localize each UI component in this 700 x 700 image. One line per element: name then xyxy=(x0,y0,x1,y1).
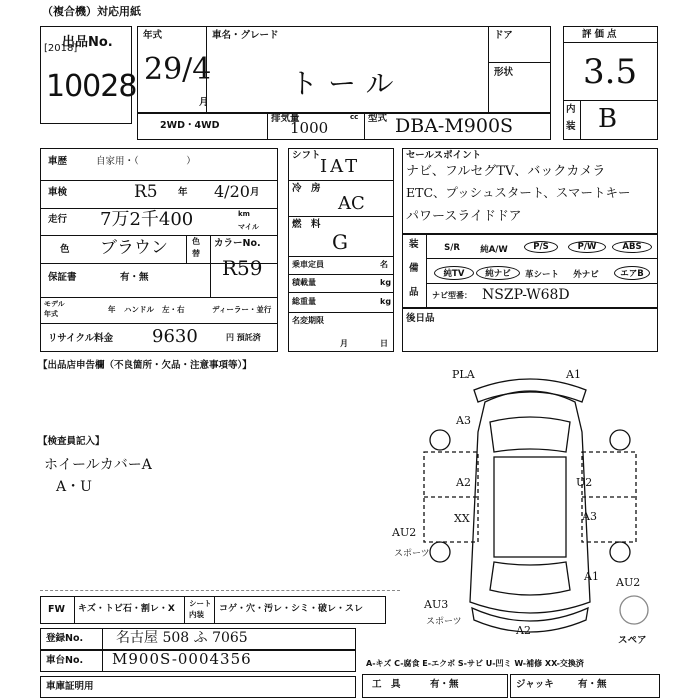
color-change-label-2: 替 xyxy=(192,249,200,258)
equip-leather-seat: 革シート xyxy=(524,270,559,280)
equip-aftermarket-navi: 外ナビ xyxy=(573,270,599,280)
sales-point-line-3: パワースライドドア xyxy=(406,209,522,224)
later-items-box xyxy=(402,308,658,352)
mark-au2-left: AU2 xyxy=(392,526,417,539)
ac-value: AC xyxy=(338,193,365,214)
wheel-rear-right xyxy=(610,542,630,562)
handle-label: ハンドル xyxy=(124,305,154,314)
color-no-label: カラーNo. xyxy=(214,238,261,249)
inspector-note-line-1: ホイールカバーA xyxy=(44,457,152,473)
exhibitor-notes-label: 【出品店申告欄（不良箇所・欠品・注意事項等）】 xyxy=(38,360,252,371)
name-grade-label: 車名・グレード xyxy=(212,30,279,41)
registration-label: 登録No. xyxy=(46,633,84,644)
chassis-label: 車台No. xyxy=(46,655,84,666)
displacement-unit: cc xyxy=(350,113,359,121)
notes-rule xyxy=(40,590,400,591)
color-label: 色 xyxy=(60,244,70,255)
equipment-label-2: 備 xyxy=(409,263,419,274)
mark-a1-front: A1 xyxy=(566,368,581,381)
interior-label-1: 内 xyxy=(566,104,576,115)
seat-options: コゲ・穴・汚レ・シミ・破レ・スレ xyxy=(219,604,364,614)
equip-power-steering: P/S xyxy=(524,241,558,253)
roof xyxy=(494,457,566,557)
capacity-label: 乗車定員 xyxy=(292,260,324,269)
deadline-month: 月 xyxy=(340,339,348,348)
grade-label: 評価点 xyxy=(582,29,620,40)
lot-label: 出品No. xyxy=(62,35,113,50)
car-damage-diagram xyxy=(390,362,670,652)
door-label: ドア xyxy=(494,30,513,41)
seat-label-1: シート xyxy=(189,599,212,608)
mark-u2-right: U2 xyxy=(576,476,593,489)
equipment-label-3: 品 xyxy=(409,287,419,298)
navi-model-label: ナビ型番： xyxy=(432,291,472,300)
equip-airbag: エアB xyxy=(614,266,650,280)
recycle-value: 9630 xyxy=(152,326,198,347)
equip-abs: ABS xyxy=(612,241,652,253)
mileage-unit-mile: マイル xyxy=(238,223,259,231)
mark-a2-rear: A2 xyxy=(516,624,531,637)
year-value: 29/4 xyxy=(144,52,212,87)
weight-label: 総重量 xyxy=(292,297,316,306)
year-label: 年式 xyxy=(143,30,163,41)
wheel-front-left xyxy=(430,430,450,450)
dealer-label: ディーラー・並行 xyxy=(212,305,272,314)
spare-wheel-icon xyxy=(620,596,648,624)
form-header-fragment: （複合機）対応用紙 xyxy=(42,5,141,18)
inspection-value: R5 xyxy=(134,182,158,202)
equip-genuine-aw: 純A/W xyxy=(480,245,508,255)
inspector-note-line-2: A・U xyxy=(56,479,92,495)
equip-sunroof: S/R xyxy=(444,243,460,253)
capacity-unit: 名 xyxy=(380,260,388,269)
displacement-label: 排気量 xyxy=(271,113,300,124)
seat-label-2: 内装 xyxy=(189,610,204,619)
jack-value: 有・無 xyxy=(578,679,607,690)
lot-number: 10028 xyxy=(46,69,137,104)
inspection-year-unit: 年 xyxy=(178,187,188,198)
sales-point-line-1: ナビ、フルセグTV、バックカメラ xyxy=(406,164,606,179)
fuel-value: G xyxy=(332,230,348,254)
tools-label: 工 具 xyxy=(372,679,401,690)
displacement-value: 1000 xyxy=(290,119,329,137)
tools-value: 有・無 xyxy=(430,679,459,690)
color-value: ブラウン xyxy=(100,238,168,258)
damage-legend: A-キズ C-腐食 E-エクボ S-サビ U-凹ミ W-補修 XX-交換済 xyxy=(366,659,584,668)
inspection-label: 車検 xyxy=(48,187,68,198)
registration-value: 名古屋 508 ふ 7065 xyxy=(116,630,248,646)
model-year-label-1: モデル xyxy=(44,300,65,308)
weight-unit: kg xyxy=(380,297,392,306)
model-year-unit: 年 xyxy=(108,305,116,314)
equip-power-window: P/W xyxy=(568,241,606,253)
wheel-front-right xyxy=(610,430,630,450)
mark-a2-left: A2 xyxy=(456,476,471,489)
mark-xx: XX xyxy=(454,512,470,525)
navi-model-value: NSZP-W68D xyxy=(482,287,570,303)
shift-value: IAT xyxy=(320,156,361,177)
type-value: DBA-M900S xyxy=(395,115,514,137)
rear-window xyxy=(490,562,570,595)
wheel-rear-left xyxy=(430,542,450,562)
warranty-label: 保証書 xyxy=(48,272,77,283)
sales-point-line-2: ETC、プッシュスタート、スマートキー xyxy=(406,185,631,200)
recycle-unit: 円 預託済 xyxy=(226,333,261,342)
equipment-label-1: 装 xyxy=(409,239,419,250)
interior-grade-value: B xyxy=(598,104,618,134)
history-value: 自家用・（ ） xyxy=(96,156,196,167)
grade-value: 3.5 xyxy=(583,52,638,92)
recycle-label: リサイクル料金 xyxy=(48,333,114,344)
shape-label: 形状 xyxy=(494,67,514,78)
drive-label: 2WD・4WD xyxy=(160,120,220,131)
load-unit: kg xyxy=(380,278,392,287)
color-no-value: R59 xyxy=(222,256,263,280)
mark-au3-rear: AU3 xyxy=(424,598,449,611)
year-tag: [2018] xyxy=(44,43,78,54)
handle-value: 左・右 xyxy=(162,305,185,314)
load-label: 積載量 xyxy=(292,278,316,287)
ac-label: 冷 房 xyxy=(292,183,321,194)
mark-a3-left: A3 xyxy=(456,414,471,427)
mileage-label: 走行 xyxy=(48,214,68,225)
mileage-unit-km: km xyxy=(238,210,250,218)
shift-label: シフト xyxy=(292,150,321,161)
type-label: 型式 xyxy=(368,113,388,124)
mark-a3-right: A3 xyxy=(582,510,597,523)
windshield xyxy=(490,417,570,452)
warranty-value: 有・無 xyxy=(120,272,149,283)
jack-label: ジャッキ xyxy=(516,679,554,690)
certificate-label: 車庫証明用 xyxy=(46,681,94,692)
mark-sport-left: スポーツ xyxy=(394,549,430,559)
chassis-value: M900S-0004356 xyxy=(112,650,252,668)
interior-label-2: 装 xyxy=(566,121,576,132)
mark-sport-rear: スポーツ xyxy=(426,617,462,627)
fuel-label: 燃 料 xyxy=(292,219,321,230)
inspection-month-unit: 月 xyxy=(250,187,260,198)
year-month-unit: 月 xyxy=(199,97,209,108)
deadline-label: 名変期限 xyxy=(292,316,324,325)
inspector-notes-label: 【検査員記入】 xyxy=(38,436,105,447)
name-value: トール xyxy=(290,67,404,100)
color-change-label-1: 色 xyxy=(192,237,200,246)
spare-label: スペア xyxy=(618,635,647,646)
model-year-label-2: 年式 xyxy=(44,310,58,318)
fw-options: キズ・トビ石・割レ・X xyxy=(78,604,175,614)
equip-genuine-navi: 純ナビ xyxy=(476,266,520,280)
history-label: 車歴 xyxy=(48,156,68,167)
inspection-month-value: 4/20 xyxy=(214,182,250,201)
fw-label: FW xyxy=(48,604,65,615)
mark-pla: PLA xyxy=(452,368,475,381)
mark-au2-right: AU2 xyxy=(616,576,641,589)
mark-a1-right: A1 xyxy=(584,570,599,583)
later-items-label: 後日品 xyxy=(406,313,435,324)
deadline-day: 日 xyxy=(380,339,388,348)
equip-genuine-tv: 純TV xyxy=(434,266,474,280)
sales-points-label: セールスポイント xyxy=(406,150,482,161)
mileage-value: 7万2千400 xyxy=(100,209,194,230)
